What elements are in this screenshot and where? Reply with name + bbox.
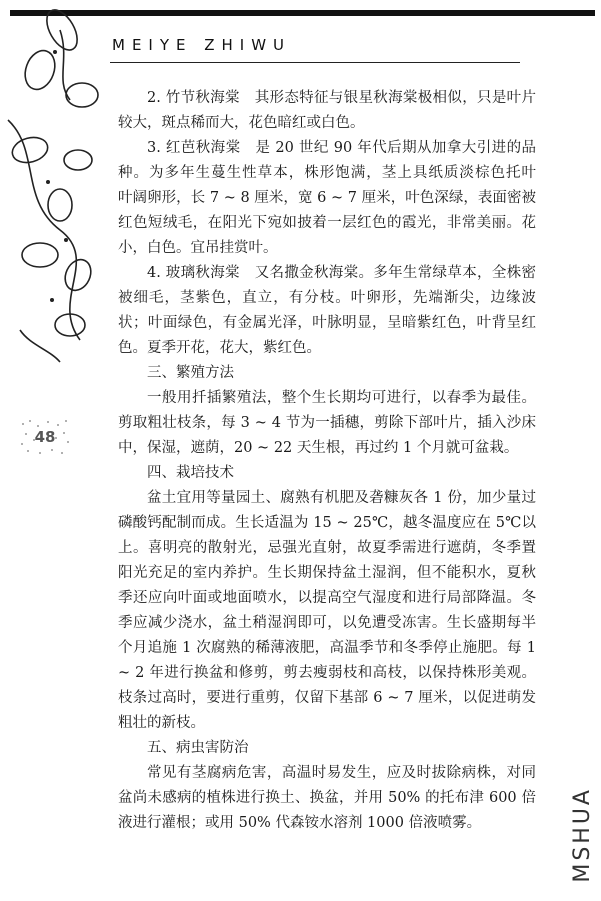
section-heading: 五、病虫害防治 [147, 740, 249, 756]
header-rule [110, 62, 520, 63]
paragraph: 3. 红芭秋海棠 是 20 世纪 90 年代后期从加拿大引进的品种。为多年生蔓生性草本，株形饱满，茎上具纸质淡棕色托叶 叶阔卵形，长 7 ~ 8 厘米，宽 6 ~ 7 厘米，叶色深绿，表面密被红色短绒毛，在阳光下宛如披着一层红色的霞光，非常美丽。花小，白色。宜吊挂赏叶。 [118, 140, 551, 256]
page-number-text: 48 [34, 428, 56, 446]
page-number [18, 418, 72, 456]
vine-decoration-icon [0, 0, 110, 380]
watermark: MSHUA [570, 787, 595, 883]
section-heading: 三、繁殖方法 [147, 365, 234, 381]
paragraph: 2. 竹节秋海棠 其形态特征与银星秋海棠极相似，只是叶片较大，斑点稀而大，花色暗红或白色。 [118, 90, 536, 131]
paragraph: 常见有茎腐病危害，高温时易发生，应及时拔除病株，对同盆尚未感病的植株进行换土、换盆，并用 50% 的托布津 600 倍液进行灌根；或用 50% 代森铵水溶剂 1000 倍液喷雾。 [118, 765, 536, 831]
paragraph: 盆土宜用等量园土、腐熟有机肥及砻糠灰各 1 份，加少量过磷酸钙配制而成。生长适温为 15 ~ 25℃，越冬温度应在 5℃以上。喜明亮的散射光，忌强光直射，故夏季需进行遮荫，冬季置阳光充足的室内养护。生长期保持盆土湿润，但不能积水，夏秋季还应向叶面或地面喷水，以提高空气湿度和进行局部降温。冬季应减少浇水，盆土稍湿润即可，以免遭受冻害。生长盛期每半个月追施 1 次腐熟的稀薄液肥，高温季节和冬季停止施肥。每 1 ~ 2 年进行换盆和修剪，剪去瘦弱枝和高枝，以保持株形美观。枝条过高时，要进行重剪，仅留下基部 6 ~ 7 厘米，以促进萌发粗壮的新枝。 [118, 490, 536, 731]
running-header: MEIYE ZHIWU [112, 36, 292, 54]
body-text [118, 86, 551, 836]
paragraph: 4. 玻璃秋海棠 又名撒金秋海棠。多年生常绿草本，全株密被细毛，茎紫色，直立，有分枝。叶卵形，先端渐尖，边缘波状；叶面绿色，有金属光泽，叶脉明显，呈暗紫红色，叶背呈红色。夏季开花，花大，紫红色。 [118, 265, 536, 356]
section-heading: 四、栽培技术 [147, 465, 234, 481]
paragraph: 一般用扦插繁殖法，整个生长期均可进行，以春季为最佳。剪取粗壮枝条，每 3 ~ 4 节为一插穗，剪除下部叶片，插入沙床中，保湿，遮荫，20 ~ 22 天生根，再过约 1 个月就可盆栽。 [118, 390, 536, 456]
